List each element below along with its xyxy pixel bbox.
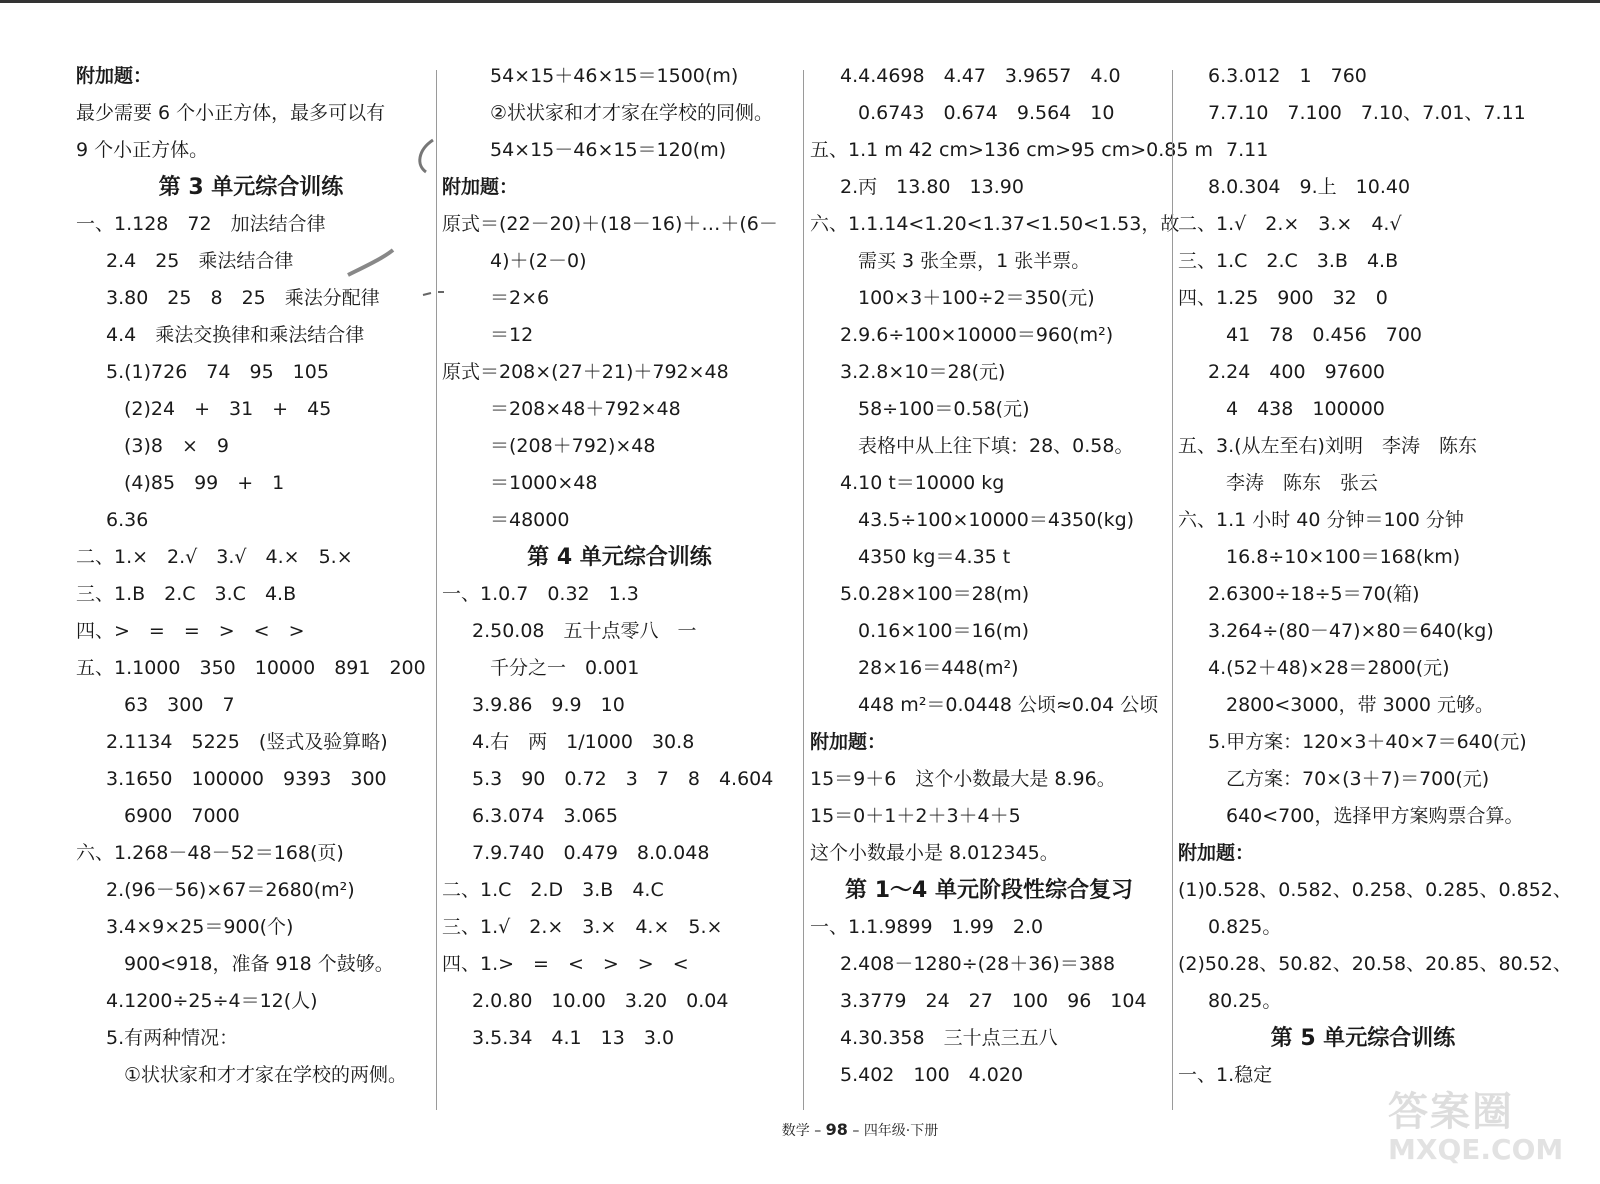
answer-line: 7.9.740 0.479 8.0.048 <box>472 842 710 864</box>
answer-line: (3)8 × 9 <box>124 435 230 457</box>
answer-line: (2)24 + 31 + 45 <box>124 398 332 420</box>
answer-line: 3.1650 100000 9393 300 <box>106 768 387 790</box>
answer-line: 4.30.358 三十点三五八 <box>840 1027 1058 1049</box>
answer-line: ①状状家和才才家在学校的两侧。 <box>124 1064 408 1086</box>
answer-line: (4)85 99 + 1 <box>124 472 285 494</box>
answer-line: 7.7.10 7.100 7.10、7.01、7.11 <box>1208 102 1526 124</box>
column-divider <box>1172 70 1173 1110</box>
answer-line: (1)0.528、0.582、0.258、0.285、0.852、 <box>1178 879 1572 901</box>
answer-line: 80.25。 <box>1208 990 1282 1012</box>
answer-line: 原式＝208×(27＋21)＋792×48 <box>442 361 729 383</box>
watermark-top-text: 答案圈 <box>1388 1089 1514 1135</box>
section-heading: 第 1～4 单元阶段性综合复习 <box>845 878 1133 903</box>
answer-line: 六、1.1.14<1.20<1.37<1.50<1.53，故 <box>810 213 1180 235</box>
answer-line: 54×15－46×15＝120(m) <box>490 139 727 161</box>
answer-line: 附加题： <box>76 65 153 87</box>
answer-line: 千分之一 0.001 <box>490 657 640 679</box>
answer-line: 3.4×9×25＝900(个) <box>106 916 294 938</box>
answer-line: 5.有两种情况： <box>106 1027 239 1049</box>
footer-subject: 数学 <box>781 1123 810 1139</box>
section-heading: 第 5 单元综合训练 <box>1270 1026 1456 1051</box>
answer-line: 2.24 400 97600 <box>1208 361 1386 383</box>
answer-line: 6.3.012 1 760 <box>1208 65 1367 87</box>
answer-line: 附加题： <box>442 176 519 198</box>
page-footer <box>660 1120 1060 1140</box>
section-heading: 第 3 单元综合训练 <box>158 175 344 200</box>
watermark-logo <box>1388 1080 1578 1176</box>
answer-line: ②状状家和才才家在学校的同侧。 <box>490 102 774 124</box>
answer-line: 2.0.80 10.00 3.20 0.04 <box>472 990 729 1012</box>
answer-line: 2.丙 13.80 13.90 <box>840 176 1024 198</box>
answer-line: 3.5.34 4.1 13 3.0 <box>472 1027 675 1049</box>
answer-line: 4.4.4698 4.47 3.9657 4.0 <box>840 65 1121 87</box>
answer-line: 一、1.1.9899 1.99 2.0 <box>810 916 1044 938</box>
answer-line: 5.(1)726 74 95 105 <box>106 361 329 383</box>
answer-line: 3.264÷(80－47)×80＝640(kg) <box>1208 620 1494 642</box>
answer-line: 二、1.√ 2.× 3.× 4.√ <box>1178 213 1402 235</box>
answer-line: 3.9.86 9.9 10 <box>472 694 625 716</box>
answer-column-2 <box>442 58 797 1118</box>
answer-line: 15＝9＋6 这个小数最大是 8.96。 <box>810 768 1116 790</box>
answer-line: 3.2.8×10＝28(元) <box>840 361 1006 383</box>
answer-line: 六、1.1 小时 40 分钟＝100 分钟 <box>1178 509 1464 531</box>
answer-line: 2800<3000，带 3000 元够。 <box>1226 694 1495 716</box>
answer-line: 4.4 乘法交换律和乘法结合律 <box>106 324 365 346</box>
answer-line: 6.3.074 3.065 <box>472 805 618 827</box>
answer-line: 58÷100＝0.58(元) <box>858 398 1030 420</box>
answer-line: 4.10 t＝10000 kg <box>840 472 1005 494</box>
answer-line: 四、> = = > < > <box>76 620 305 642</box>
footer-page-number: 98 <box>825 1120 848 1139</box>
pen-scribble <box>338 130 468 330</box>
answer-line: 2.1134 5225 (竖式及验算略) <box>106 731 388 753</box>
answer-line: ＝12 <box>490 324 534 346</box>
answer-line: 2.408－1280÷(28＋36)＝388 <box>840 953 1116 975</box>
answer-line: 4.右 两 1/1000 30.8 <box>472 731 695 753</box>
answer-line: 640<700，选择甲方案购票合算。 <box>1226 805 1524 827</box>
answer-line: (2)50.28、50.82、20.58、20.85、80.52、 <box>1178 953 1572 975</box>
answer-line: 一、1.稳定 <box>1178 1064 1273 1086</box>
answer-line: 448 m²＝0.0448 公顷≈0.04 公顷 <box>858 694 1159 716</box>
answer-line: 28×16＝448(m²) <box>858 657 1019 679</box>
answer-line: 2.9.6÷100×10000＝960(m²) <box>840 324 1114 346</box>
answer-line: 54×15＋46×15＝1500(m) <box>490 65 739 87</box>
answer-line: 一、1.128 72 加法结合律 <box>76 213 326 235</box>
answer-line: 附加题： <box>1178 842 1255 864</box>
answer-line: 4350 kg＝4.35 t <box>858 546 1011 568</box>
answer-line: ＝48000 <box>490 509 570 531</box>
answer-line: 三、1.B 2.C 3.C 4.B <box>76 583 297 605</box>
answer-line: 0.6743 0.674 9.564 10 <box>858 102 1115 124</box>
answer-line: 0.825。 <box>1208 916 1282 938</box>
column-divider <box>803 70 804 1110</box>
answer-line: 原式＝(22－20)＋(18－16)＋…＋(6－ <box>442 213 778 235</box>
answer-line: 李涛 陈东 张云 <box>1226 472 1379 494</box>
answer-column-4 <box>1178 58 1572 1118</box>
answer-line: 4)＋(2－0) <box>490 250 587 272</box>
answer-line: 100×3＋100÷2＝350(元) <box>858 287 1095 309</box>
answer-line: 6900 7000 <box>124 805 240 827</box>
answer-line: 五、3.(从左至右)刘明 李涛 陈东 <box>1178 435 1477 457</box>
watermark-bottom-text: MXQE.COM <box>1388 1133 1564 1166</box>
answer-line: 41 78 0.456 700 <box>1226 324 1423 346</box>
answer-line: 2.(96－56)×67＝2680(m²) <box>106 879 355 901</box>
answer-line: 四、1.> = < > > < <box>442 953 689 975</box>
answer-line: 8.0.304 9.上 10.40 <box>1208 176 1411 198</box>
answer-line: 63 300 7 <box>124 694 235 716</box>
answer-line: 二、1.C 2.D 3.B 4.C <box>442 879 664 901</box>
answer-line: 2.50.08 五十点零八 一 <box>472 620 697 642</box>
answer-line: 附加题： <box>810 731 887 753</box>
answer-line: 这个小数最小是 8.012345。 <box>810 842 1059 864</box>
answer-line: 六、1.268－48－52＝168(页) <box>76 842 344 864</box>
answer-line: 5.402 100 4.020 <box>840 1064 1024 1086</box>
section-heading: 第 4 单元综合训练 <box>527 545 712 570</box>
answer-line: 43.5÷100×10000＝4350(kg) <box>858 509 1135 531</box>
answer-line: 表格中从上往下填：28、0.58。 <box>858 435 1134 457</box>
answer-line: 一、1.0.7 0.32 1.3 <box>442 583 639 605</box>
answer-line: 最少需要 6 个小正方体，最多可以有 <box>76 102 386 124</box>
answer-line: 3.3779 24 27 100 96 104 <box>840 990 1147 1012</box>
answer-line: 三、1.√ 2.× 3.× 4.× 5.× <box>442 916 723 938</box>
answer-line: 需买 3 张全票，1 张半票。 <box>858 250 1091 272</box>
answer-line: 4.(52＋48)×28＝2800(元) <box>1208 657 1450 679</box>
answer-line: 二、1.× 2.√ 3.√ 4.× 5.× <box>76 546 353 568</box>
answer-line: ＝2×6 <box>490 287 550 309</box>
footer-grade: 四年级·下册 <box>863 1123 939 1139</box>
answer-column-3 <box>810 58 1214 1118</box>
answer-line: ＝208×48＋792×48 <box>490 398 681 420</box>
answer-line: 乙方案：70×(3＋7)＝700(元) <box>1226 768 1490 790</box>
answer-line: 6.36 <box>106 509 149 531</box>
answer-line: 5.0.28×100＝28(m) <box>840 583 1030 605</box>
answer-line: 5.3 90 0.72 3 7 8 4.604 <box>472 768 774 790</box>
answer-line: 三、1.C 2.C 3.B 4.B <box>1178 250 1399 272</box>
answer-line: 5.甲方案：120×3＋40×7＝640(元) <box>1208 731 1527 753</box>
answer-line: 五、1.1000 350 10000 891 200 <box>76 657 426 679</box>
answer-line: 2.6300÷18÷5＝70(箱) <box>1208 583 1420 605</box>
answer-line: 15＝0＋1＋2＋3＋4＋5 <box>810 805 1021 827</box>
footer-dash: – <box>814 1123 826 1139</box>
footer-dash: – <box>852 1123 864 1139</box>
answer-line: 16.8÷10×100＝168(km) <box>1226 546 1461 568</box>
answer-line: 7.11 <box>1226 139 1269 161</box>
answer-line: 900<918，准备 918 个鼓够。 <box>124 953 394 975</box>
answer-line: 4.1200÷25÷4＝12(人) <box>106 990 318 1012</box>
answer-line: ＝(208＋792)×48 <box>490 435 656 457</box>
top-border <box>0 0 1600 3</box>
answer-line: 3.80 25 8 25 乘法分配律 <box>106 287 380 309</box>
answer-line: 9 个小正方体。 <box>76 139 209 161</box>
answer-line: ＝1000×48 <box>490 472 598 494</box>
answer-line: 4 438 100000 <box>1226 398 1385 420</box>
answer-line: 0.16×100＝16(m) <box>858 620 1030 642</box>
answer-line: 四、1.25 900 32 0 <box>1178 287 1388 309</box>
answer-line: 五、1.1 m 42 cm>136 cm>95 cm>0.85 m <box>810 139 1214 161</box>
answer-line: 2.4 25 乘法结合律 <box>106 250 294 272</box>
